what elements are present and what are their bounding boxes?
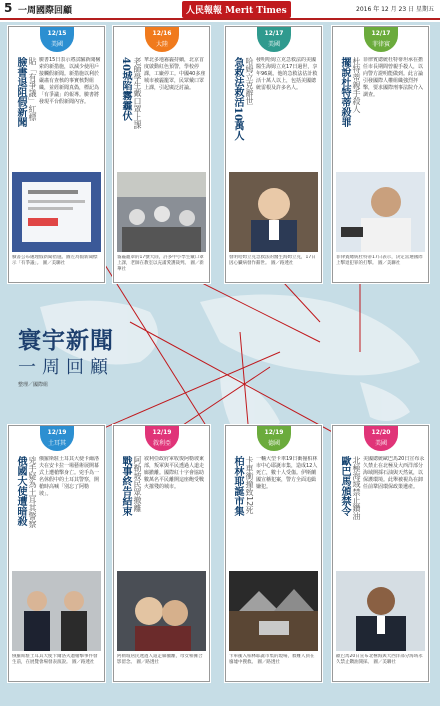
card-headline: 柏林耶誕市集 <box>232 456 243 516</box>
page-header <box>0 0 440 20</box>
news-photo-obama <box>336 571 425 651</box>
card-body: 發明哈姆立克急救法的美國醫生海姆立克17日過世，享年96歲。他的急救法估計救活十萬人以上，包括美國總統雷根及許多名人。 <box>256 57 318 91</box>
date-badge: 12/20 美國 <box>364 425 398 451</box>
issue-date: 2016 年 12 月 23 日 星期五 <box>356 6 434 13</box>
news-photo-duterte <box>336 172 425 252</box>
news-card-turkey-ambassador <box>8 425 105 682</box>
news-card-germany-berlin <box>225 425 322 682</box>
date-badge: 12/19 德國 <box>257 425 291 451</box>
news-photo-classroom <box>117 172 206 252</box>
card-caption: 俄羅斯駐土耳其大使卡爾洛夫遭槍擊事件發生前，在展覽會場發表演說。 圖／路透社 <box>12 654 98 665</box>
date-badge: 12/19 土耳其 <box>40 425 74 451</box>
section-title: 一周國際回顧 <box>18 6 73 16</box>
card-body: 臉書15日表示將試驗新聞檢索的新措施，以減少使用戶接觸假新聞。新措施以利於嚴肅有查核的事實核對組織，並經新聞真偽，標記為「有爭議」的報導。臉書將發現平台假新聞內容。 <box>39 57 101 105</box>
card-subhead: 兇手疑為土耳其警察 <box>28 456 37 528</box>
date-badge: 12/16 大陸 <box>145 26 179 52</box>
card-headline: 戰事終告結束 <box>120 456 131 516</box>
news-card-usa-obama <box>332 425 429 682</box>
card-body: 美國總統歐巴馬20日宣布永久禁止在北極及大西洋部分海域開採石油與天然氣，以保護環境。此舉被視為在卸任前鞏固環保政策遺產。 <box>363 456 425 490</box>
date-badge: 12/17 美國 <box>257 26 291 52</box>
news-photo-facebook <box>12 172 101 252</box>
news-photo-heimlich <box>229 172 318 252</box>
feature-main-title: 寰宇新聞 <box>18 327 114 354</box>
news-photo-aleppo <box>117 571 206 651</box>
news-card-usa-facebook <box>8 26 105 283</box>
card-headline: 俄國大使遭暗殺 <box>15 456 26 526</box>
card-caption: 霧霾籠罩的17號大陸，許多中小學生戴口罩上課，老師在教室以充滿愛護裁判。 圖／新華社 <box>117 255 204 272</box>
card-caption: 歐巴馬20日宣布北極海與大西洋部分海域永久禁止鑽油開採。 圖／美聯社 <box>336 654 423 665</box>
card-subhead: 哈姆立克辭世 <box>245 57 254 105</box>
card-body: 華北多地霧霾持續，北京首度啟動紅色預警，學校停課，工廠停工。中國40多座城市被霾籠罩，民眾戴口罩上課，引起廣泛討論。 <box>144 57 206 91</box>
byline: 整理／國際組 <box>18 382 49 388</box>
card-caption: 卡車衝入柏林耶誕市集的現場，救難人員在廢墟中搜救。 圖／路透社 <box>229 654 315 665</box>
card-headline: 臉書退阻假新聞 <box>15 57 26 127</box>
date-badge: 12/17 菲律賓 <box>364 26 398 52</box>
news-photo-ambassador <box>12 571 101 651</box>
card-subhead: 阿勒坡民眾撤離 <box>133 456 142 512</box>
card-body: 敘利亞政府軍收復阿勒坡東部，叛軍與平民透過人道走廊撤離。國際紅十字會協助數萬名平民離開這座飽受戰火摧殘的城市。 <box>144 456 205 490</box>
feature-subtitle: 一周回顧 <box>18 357 114 378</box>
date-badge: 12/15 美國 <box>40 26 74 52</box>
card-subhead: 老師學生戴口罩上課 <box>133 57 142 129</box>
card-caption: 臉書公布處理假新聞措施。圖左為假新聞標示「有爭議」。 圖／美聯社 <box>12 255 98 266</box>
news-photo-market <box>229 571 318 651</box>
news-card-usa-heimlich <box>225 26 322 283</box>
card-subhead: 杜特蒂親手殺人 <box>352 57 361 113</box>
news-card-philippines-duterte <box>332 26 429 283</box>
feature-title <box>18 322 114 388</box>
news-card-syria-aleppo <box>113 425 210 682</box>
date-badge: 12/19 敘利亞 <box>145 425 179 451</box>
card-headline: 擺說杜特蒂殺罪 <box>339 57 350 127</box>
card-subhead: 北極海域禁止鑽油 <box>352 456 361 520</box>
card-caption: 阿勒坡居民透過人道走廊撤離，母女相擁合影留念。 圖／路透社 <box>117 654 203 665</box>
card-body: 一輛大型卡車19日衝撞柏林市中心耶誕市集，造成12人死亡，數十人受傷。伊斯蘭國宣稱犯案，警方全面追緝嫌犯。 <box>256 456 318 490</box>
card-subhead: 卡車衝撞致12死 <box>245 456 254 515</box>
card-headline: 40城陷霧霾伏 <box>120 57 131 121</box>
news-card-china-smog <box>113 26 210 283</box>
card-body: 菲律賓總統杜特蒂坦承在擔任市長期間曾親手殺人，以向警方證明能做到。此言論引發國際人權組織強烈抨擊，要求國際刑事法院介入調查。 <box>363 57 424 98</box>
page-number: 5 <box>4 1 13 15</box>
card-headline: 歐巴馬頒禁令 <box>339 456 350 516</box>
card-caption: 菲律賓總統杜特蒂17日表示，決定當選國際上擊退犯罪的打擊。 圖／美聯社 <box>336 255 423 266</box>
card-caption: 發明哈姆立克急救法的醫生海姆立克，17日因心臟病發作辭世。 圖／路透社 <box>229 255 316 266</box>
newspaper-logo: 人民報報 Merit Times <box>182 1 291 18</box>
card-subhead: 貼「有爭議」紅標 <box>28 57 37 121</box>
card-body: 俄羅斯駐土耳其大使卡爾洛夫在安卡拉一場藝術展開幕式上遭槍擊身亡。兇手為一名休假中的土耳其警察，開槍時高喊「別忘了阿勒坡」。 <box>39 456 100 497</box>
card-headline: 急救法救活10萬人 <box>232 57 243 141</box>
